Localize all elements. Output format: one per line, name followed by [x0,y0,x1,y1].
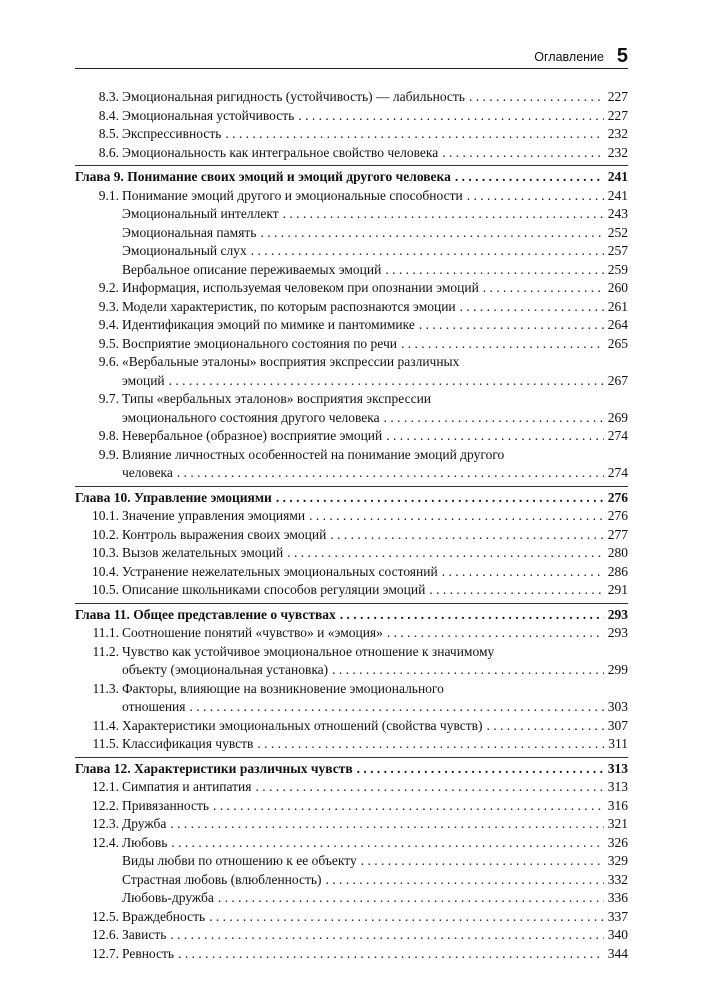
entry-page: 232 [607,126,628,141]
chapter-divider [75,165,628,166]
toc-entry[interactable] [75,125,628,144]
entry-page: 313 [607,779,628,794]
leader-dots [442,144,604,163]
entry-number: 9.1. [98,187,119,203]
entry-page: 269 [607,409,628,425]
entry-number: 12.5. [92,908,119,924]
entry-title: Эмоциональная память [122,224,257,240]
leader-dots [178,945,604,964]
toc-entry[interactable] [75,797,628,816]
toc-entry[interactable] [75,661,628,680]
leader-dots [429,581,603,600]
entry-page: 259 [607,261,628,277]
leader-dots [276,489,604,508]
toc-entry[interactable] [75,717,628,736]
entry-page: 276 [607,489,628,505]
entry-title: Описание школьниками способов регуляции эмоций [122,582,426,597]
toc-entry[interactable] [75,778,628,797]
entry-page: 276 [607,508,628,523]
entry-page: 267 [607,372,628,388]
entry-title: Симпатия и антипатия [122,779,252,794]
entry-title: Влияние личностных особенностей на понимание эмоций другого [122,446,505,462]
entry-title: Вербальное описание переживаемых эмоций [122,261,382,277]
leader-dots [469,88,604,107]
toc-subentry[interactable] [75,852,628,871]
chapter-title: Глава 12. Характеристики различных чувств [75,760,353,776]
entry-title: эмоционального состояния другого человека [122,409,380,425]
leader-dots [298,107,603,126]
leader-dots [326,871,604,890]
entry-number: 8.5. [98,126,119,141]
entry-page: 232 [607,144,628,160]
entry-title: Информация, используемая человеком при опознании эмоций [122,280,479,295]
toc-entry[interactable] [75,624,628,643]
entry-number: 10.1. [92,508,119,523]
entry-number: 11.2. [92,643,119,659]
leader-dots [419,316,604,335]
entry-title: Устранение нежелательных эмоциональных состояний [122,563,438,579]
entry-number: 8.3. [98,89,119,104]
leader-dots [330,526,603,545]
toc-entry[interactable] [75,526,628,545]
entry-title: Вызов желательных эмоций [122,545,284,560]
entry-title: Эмоциональный интеллект [122,206,279,221]
entry-title: Значение управления эмоциями [122,508,306,523]
leader-dots [361,852,604,871]
leader-dots [357,760,604,779]
entry-page: 293 [607,625,628,640]
entry-page: 321 [607,816,628,831]
toc-entry[interactable] [75,926,628,945]
entry-title: Виды любви по отношению к ее объекту [122,853,357,868]
toc-entry[interactable] [75,908,628,927]
entry-number: 9.6. [98,354,119,369]
chapter-title: Глава 9. Понимание своих эмоций и эмоций другого человека [75,169,451,184]
toc-entry[interactable] [75,298,628,317]
leader-dots [385,261,603,280]
entry-title: Эмоциональность как интегральное свойство человека [122,144,439,160]
leader-dots [257,735,604,754]
toc-entry[interactable] [75,187,628,206]
toc-entry[interactable] [75,316,628,335]
entry-title: Идентификация эмоций по мимике и пантомимике [122,317,415,332]
entry-number: 9.4. [98,317,119,332]
leader-dots [455,168,604,187]
entry-page: 316 [607,797,628,813]
entry-number: 10.2. [92,526,119,542]
entry-title: Эмоциональный слух [122,243,247,258]
leader-dots [169,372,604,391]
entry-title: Ревность [122,945,175,961]
toc-entry[interactable] [75,335,628,354]
entry-number: 10.4. [92,563,119,579]
toc-entry[interactable] [75,107,628,126]
entry-page: 260 [607,280,628,295]
leader-dots [387,624,604,643]
entry-title: Дружба [122,816,167,831]
entry-title: Невербальное (образное) восприятие эмоций [122,428,383,443]
entry-number: 9.7. [98,391,119,406]
leader-dots [190,698,604,717]
leader-dots [483,279,604,298]
toc-chapter[interactable] [75,168,628,187]
entry-number: 11.4. [92,717,119,733]
entry-title: Модели характеристик, по которым распознаются эмоции [122,298,456,314]
leader-dots [251,242,604,261]
entry-number: 12.2. [92,797,119,813]
toc-entry[interactable] [75,563,628,582]
toc-entry[interactable] [75,353,628,372]
chapter-divider [75,486,628,487]
leader-dots [332,661,604,680]
entry-number: 10.3. [92,545,119,560]
toc-entry[interactable] [75,409,628,428]
entry-title: Любовь-дружба [122,890,214,905]
toc-entry[interactable] [75,815,628,834]
toc-entry[interactable] [75,544,628,563]
entry-page: 291 [607,582,628,597]
entry-number: 11.5. [92,736,119,751]
entry-title: Эмоциональная ригидность (устойчивость) — лабильность [122,89,465,104]
entry-number: 8.4. [98,107,119,123]
entry-page: 280 [607,545,628,560]
entry-number: 12.3. [92,816,119,831]
entry-page: 337 [607,908,628,924]
leader-dots [386,427,603,446]
leader-dots [209,908,604,927]
leader-dots [460,298,604,317]
entry-title: Враждебность [122,908,206,924]
toc-entry[interactable] [75,88,628,107]
leader-dots [401,335,604,354]
entry-title: Чувство как устойчивое эмоциональное отношение к значимому [122,643,495,659]
entry-number: 10.5. [92,582,119,597]
entry-title: Эмоциональная устойчивость [122,107,295,123]
leader-dots [260,224,603,243]
toc-entry[interactable] [75,507,628,526]
entry-number: 11.3. [92,680,119,696]
chapter-title: Глава 11. Общее представление о чувствах [75,606,336,622]
chapter-divider [75,603,628,604]
leader-dots [177,464,604,483]
leader-dots [256,778,604,797]
entry-title: Классификация чувств [122,736,254,751]
entry-title: Восприятие эмоционального состояния по речи [122,335,397,351]
toc-entry[interactable] [75,834,628,853]
entry-title: Экспрессивность [122,126,222,141]
toc-subentry[interactable] [75,242,628,261]
entry-number: 9.8. [98,428,119,443]
entry-title: эмоций [122,372,165,388]
entry-number: 12.4. [92,834,119,850]
entry-number: 12.6. [92,927,119,942]
leader-dots [170,815,603,834]
entry-title: Понимание эмоций другого и эмоциональные способности [122,187,463,203]
leader-dots [213,797,604,816]
entry-page: 243 [607,206,628,221]
page-number: 5 [616,45,628,67]
leader-dots [384,409,604,428]
entry-page: 336 [607,890,628,905]
entry-page: 252 [607,224,628,240]
entry-title: Контроль выражения своих эмоций [122,526,327,542]
entry-page: 277 [607,526,628,542]
toc-entry[interactable] [75,144,628,163]
entry-page: 332 [607,871,628,887]
leader-dots [170,926,603,945]
toc-entry[interactable] [75,698,628,717]
leader-dots [487,717,604,736]
entry-page: 326 [607,834,628,850]
entry-title: Характеристики эмоциональных отношений (свойства чувств) [122,717,483,733]
entry-page: 241 [607,169,628,184]
header-rule [75,68,628,69]
leader-dots [218,889,604,908]
entry-page: 264 [607,317,628,332]
toc-entry[interactable] [75,945,628,964]
toc-subentry[interactable] [75,261,628,280]
entry-number: 8.6. [98,144,119,160]
entry-number: 9.9. [98,446,119,462]
entry-number: 9.3. [98,298,119,314]
running-header [75,46,628,66]
entry-page: 261 [607,298,628,314]
chapter-divider [75,757,628,758]
entry-page: 307 [607,717,628,733]
toc-entry[interactable] [75,446,628,465]
toc-entry[interactable] [75,735,628,754]
entry-number: 9.2. [98,280,119,295]
entry-title: отношения [122,699,186,714]
leader-dots [340,606,604,625]
entry-title: Типы «вербальных эталонов» восприятия экспрессии [122,391,432,406]
entry-number: 12.1. [92,779,119,794]
entry-page: 313 [607,760,628,776]
entry-page: 265 [607,335,628,351]
leader-dots [225,125,603,144]
entry-page: 227 [607,107,628,123]
entry-page: 286 [607,563,628,579]
running-header-title: Оглавление [534,50,604,64]
entry-title: объекту (эмоциональная установка) [122,662,329,677]
entry-title: Страстная любовь (влюбленность) [122,871,322,887]
entry-page: 257 [607,243,628,258]
leader-dots [309,507,604,526]
toc-chapter[interactable] [75,760,628,779]
entry-title: Зависть [122,927,167,942]
entry-page: 311 [608,736,628,751]
entry-title: Любовь [122,834,168,850]
entry-title: Факторы, влияющие на возникновение эмоционального [122,680,444,696]
leader-dots [467,187,604,206]
toc-entry[interactable] [75,279,628,298]
table-of-contents [75,88,628,963]
entry-page: 299 [607,662,628,677]
entry-page: 344 [607,945,628,961]
toc-entry[interactable] [75,390,628,409]
entry-page: 274 [607,465,628,480]
toc-entry[interactable] [75,427,628,446]
entry-page: 303 [607,699,628,714]
leader-dots [171,834,603,853]
entry-number: 9.5. [98,335,119,351]
toc-entry[interactable] [75,581,628,600]
entry-page: 241 [607,187,628,203]
toc-entry[interactable] [75,372,628,391]
entry-page: 274 [607,428,628,443]
entry-page: 340 [607,927,628,942]
leader-dots [283,205,604,224]
entry-number: 11.1. [92,625,119,640]
toc-subentry[interactable] [75,871,628,890]
toc-subentry[interactable] [75,889,628,908]
entry-number: 12.7. [92,945,119,961]
entry-title: Соотношение понятий «чувство» и «эмоция» [122,625,383,640]
toc-chapter[interactable] [75,606,628,625]
entry-page: 227 [607,89,628,104]
chapter-title: Глава 10. Управление эмоциями [75,489,272,505]
toc-entry[interactable] [75,464,628,483]
toc-entry[interactable] [75,643,628,662]
entry-title: человека [122,465,173,480]
toc-chapter[interactable] [75,489,628,508]
entry-page: 329 [607,853,628,868]
toc-subentry[interactable] [75,205,628,224]
entry-title: «Вербальные эталоны» восприятия экспрессии различных [122,354,460,369]
toc-entry[interactable] [75,680,628,699]
entry-page: 293 [607,606,628,622]
entry-title: Привязанность [122,797,210,813]
toc-subentry[interactable] [75,224,628,243]
leader-dots [442,563,604,582]
leader-dots [287,544,604,563]
